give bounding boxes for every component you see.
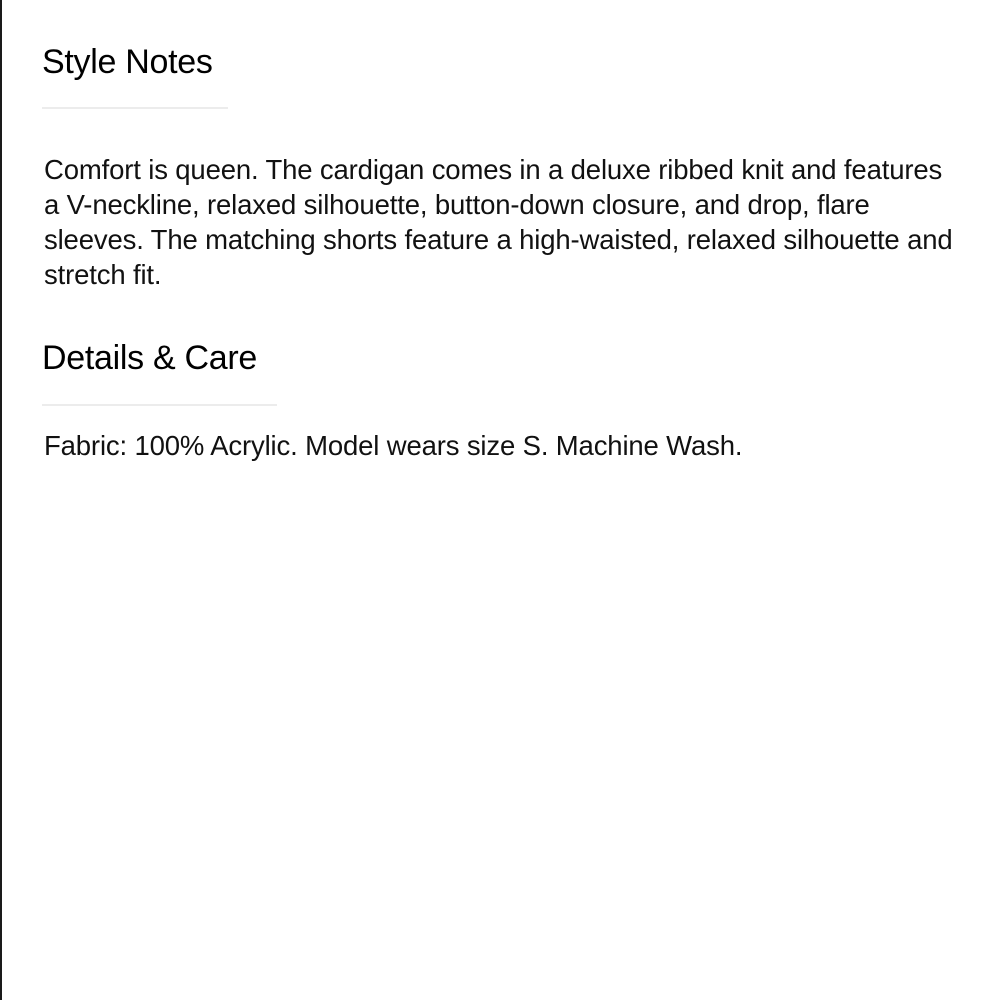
- details-care-divider: [42, 404, 277, 406]
- details-care-heading: Details & Care: [42, 339, 257, 377]
- style-notes-heading: Style Notes: [42, 43, 213, 81]
- style-notes-description: Comfort is queen. The cardigan comes in a deluxe ribbed knit and features a V-neckline, relaxed silhouette, button-down closure, and drop, flare sleeves. The matching shorts feature a high-waisted, relaxed silhouette and stretch fit.: [44, 154, 953, 290]
- style-notes-divider: [42, 107, 228, 109]
- left-border-line: [0, 0, 2, 1000]
- details-care-description: Fabric: 100% Acrylic. Model wears size S. Machine Wash.: [44, 430, 743, 461]
